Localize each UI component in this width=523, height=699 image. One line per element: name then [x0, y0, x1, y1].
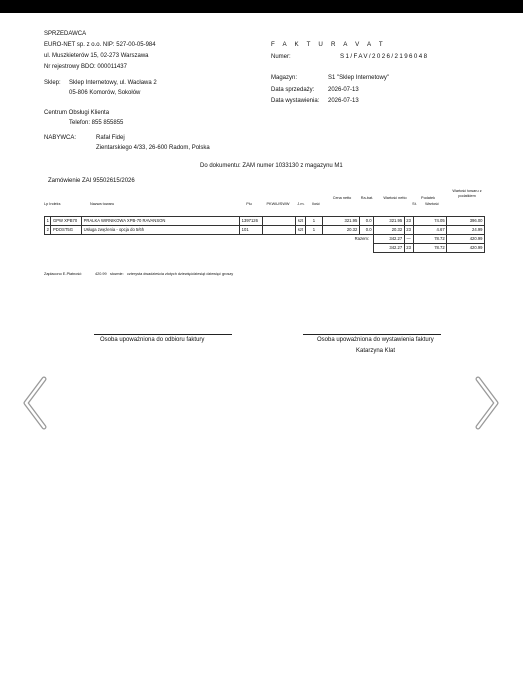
invoice-page[interactable]: [0, 13, 523, 699]
seller-line3: Nr rejestrowy BDO: 000011437: [44, 64, 127, 70]
issue-date-label: Data wystawienia:: [271, 98, 320, 104]
warehouse-value: S1 "Sklep Internetowy": [328, 75, 389, 81]
row-rate: 23: [404, 226, 413, 235]
row-jm: szt: [296, 226, 306, 235]
header-gross: Wartość towaru z podatkiem: [452, 189, 482, 198]
row-pkwiu: [262, 226, 296, 235]
header-qty: Ilość: [312, 202, 320, 206]
sum-gross: 420.99: [447, 235, 485, 244]
header-plu: Plu: [246, 202, 252, 206]
invoice-number: S1/FAV/2026/2196048: [340, 53, 429, 60]
shop-label: Sklep:: [44, 80, 61, 86]
row-vat: 74.05: [413, 217, 447, 226]
header-net-value: Wartość netto: [383, 196, 407, 200]
total-net: 342.27: [374, 244, 405, 253]
row-vat: 4.67: [413, 226, 447, 235]
total-gross: 420.99: [447, 244, 485, 253]
total-row: [45, 244, 485, 253]
total-spacer: [45, 244, 374, 253]
service-line2: Telefon: 855 855855: [69, 120, 124, 126]
header-discount: Ra-bat.: [360, 196, 374, 200]
table-row: [45, 226, 485, 235]
header-price: Cena netto: [332, 196, 352, 200]
row-plu: 1397126: [240, 217, 262, 226]
buyer-label: NABYWCA:: [44, 135, 77, 141]
issuer-name: Katarzyna Klat: [356, 348, 396, 354]
total-rate: 23: [404, 244, 413, 253]
sum-net: 342.27: [374, 235, 405, 244]
seller-label: SPRZEDAWCA: [44, 31, 87, 37]
row-net: 20.32: [374, 226, 405, 235]
header-vat-value: Wartość: [425, 202, 439, 206]
previous-page-button[interactable]: [20, 373, 50, 433]
row-jm: szt: [296, 217, 306, 226]
buyer-line2: Zientarskiego 4/33, 26-600 Radom, Polska: [96, 145, 210, 151]
header-lp: Lp Indeks: [44, 202, 61, 206]
header-pkwiu: PKWiU/SWW: [266, 202, 290, 206]
row-gross: 396.00: [447, 217, 485, 226]
sum-row: [45, 235, 485, 244]
buyer-line1: Rafał Fidej: [96, 135, 125, 141]
row-net: 321.95: [374, 217, 405, 226]
row-discount: 0.0: [359, 226, 373, 235]
shop-line1: Sklep Internetowy, ul. Wacława 2: [69, 80, 157, 86]
row-lp: 1: [45, 217, 51, 226]
row-gross: 24.99: [447, 226, 485, 235]
items-table: [44, 216, 485, 253]
row-price: 20.32: [323, 226, 360, 235]
row-index: PDOST5G: [51, 226, 82, 235]
chevron-right-icon: [472, 373, 502, 433]
header-vat-group: Podatek: [421, 196, 435, 200]
header-vat-rate: St.: [412, 202, 417, 206]
payment-words-label: słownie:: [110, 272, 124, 276]
receiver-signature-label: Osoba upoważniona do odbioru faktury: [100, 337, 205, 343]
receiver-signature-line: [94, 334, 232, 335]
issuer-signature-label: Osoba upoważniona do wystawienia faktury: [317, 337, 434, 343]
invoice-number-label: Numer:: [271, 54, 291, 60]
total-vat: 78.72: [413, 244, 447, 253]
chevron-left-icon: [20, 373, 50, 433]
document-reference: Do dokumentu: ZAM numer 1033130 z magazynu M1: [200, 163, 343, 169]
sum-rate-dash: —: [404, 235, 413, 244]
row-index: GPW XPB70: [51, 217, 82, 226]
next-page-button[interactable]: [472, 373, 502, 433]
sale-date-label: Data sprzedaży:: [271, 87, 315, 93]
row-name: PRALKA WIRNIKOWA XPB-70 RAVANSON: [82, 217, 240, 226]
issue-date-value: 2026-07-13: [328, 98, 359, 104]
payment-amount: 420.99: [95, 272, 107, 276]
row-name: Usługa zwężenia - opcja do 5/6h: [82, 226, 240, 235]
row-pkwiu: [262, 217, 296, 226]
warehouse-label: Magazyn:: [271, 75, 298, 81]
payment-label: Zapłacono E-Płatność:: [44, 272, 83, 276]
seller-line1: EURO-NET sp. z o.o. NIP: 527-00-05-984: [44, 42, 156, 48]
payment-words: czterysta dwadzieścia złotych dziewięćdziesiąt dziewięć groszy: [127, 272, 234, 276]
row-plu: 101: [240, 226, 262, 235]
row-price: 321.95: [323, 217, 360, 226]
row-lp: 2: [45, 226, 51, 235]
sale-date-value: 2026-07-13: [328, 87, 359, 93]
shop-line2: 05-806 Komorów, Sokołów: [69, 90, 141, 96]
sum-label: Razem:: [354, 236, 370, 242]
service-line1: Centrum Obsługi Klienta: [44, 110, 110, 116]
header-jm: J.m.: [297, 202, 305, 206]
issuer-signature-line: [303, 334, 441, 335]
order-number: Zamówienie ZAI 95502615/2026: [48, 178, 135, 184]
top-bar: [0, 0, 523, 13]
invoice-title: F A K T U R A V A T: [271, 41, 386, 48]
row-rate: 23: [404, 217, 413, 226]
sum-vat: 78.72: [413, 235, 447, 244]
table-row: [45, 217, 485, 226]
row-qty: 1: [305, 226, 322, 235]
seller-line2: ul. Muszkieterów 15, 02-273 Warszawa: [44, 53, 149, 59]
row-qty: 1: [305, 217, 322, 226]
row-discount: 0.0: [359, 217, 373, 226]
header-name: Nazwa towaru: [90, 202, 115, 206]
